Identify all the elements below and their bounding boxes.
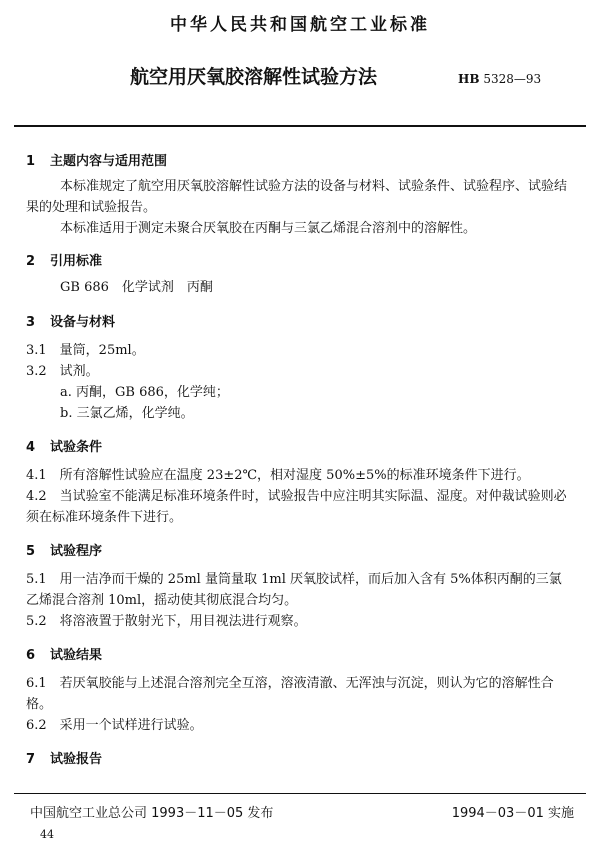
standard-category-title: 中华人民共和国航空工业标准 xyxy=(170,15,430,35)
standard-prefix: HB xyxy=(458,72,480,86)
section-number: 7 xyxy=(26,752,36,767)
section-6-heading xyxy=(26,644,102,663)
clause-5-1-line-2: 乙烯混合溶剂 10ml，摇动使其彻底混合均匀。 xyxy=(26,593,298,608)
footer-divider xyxy=(14,793,586,794)
section-number: 4 xyxy=(26,440,36,455)
clause-3-2: 3.2 试剂。 xyxy=(26,364,99,379)
clause-3-1: 3.1 量筒，25ml。 xyxy=(26,343,145,358)
reagent-a: a. 丙酮，GB 686，化学纯； xyxy=(60,385,229,400)
section-number: 6 xyxy=(26,648,36,663)
clause-4-2-line-1: 4.2 当试验室不能满足标准环境条件时，试验报告中应注明其实际温、湿度。对仲裁试验则必 xyxy=(26,489,567,504)
section-title: 设备与材料 xyxy=(50,315,116,330)
clause-6-1-line-1: 6.1 若厌氧胶能与上述混合溶剂完全互溶，溶液清澈、无浑浊与沉淀，则认为它的溶解性合 xyxy=(26,676,554,691)
section-title: 试验条件 xyxy=(50,440,103,455)
section-1-para-2: 本标准适用于测定未聚合厌氧胶在丙酮与三氯乙烯混合溶剂中的溶解性。 xyxy=(60,221,477,236)
header-divider xyxy=(14,125,586,127)
clause-6-1-line-2: 格。 xyxy=(26,697,53,712)
section-4-heading xyxy=(26,436,102,455)
section-3-heading xyxy=(26,311,115,330)
reagent-b: b. 三氯乙烯，化学纯。 xyxy=(60,406,194,421)
effective-date: 1994－03－01 实施 xyxy=(451,806,574,821)
section-1-para-1-line-1: 本标准规定了航空用厌氧胶溶解性试验方法的设备与材料、试验条件、试验程序、试验结 xyxy=(60,179,568,194)
clause-4-1: 4.1 所有溶解性试验应在温度 23±2℃，相对湿度 50%±5%的标准环境条件下进行。 xyxy=(26,468,530,483)
document-title: 航空用厌氧胶溶解性试验方法 xyxy=(130,66,378,88)
standard-number xyxy=(458,72,541,86)
clause-5-1-line-1: 5.1 用一洁净而干燥的 25ml 量筒量取 1ml 厌氧胶试样，而后加入含有 5%体积丙酮的三氯 xyxy=(26,572,562,587)
section-2-heading xyxy=(26,250,102,269)
section-1-heading xyxy=(26,150,167,169)
referenced-standard: GB 686 化学试剂 丙酮 xyxy=(60,280,213,295)
section-7-heading xyxy=(26,748,102,767)
section-title: 试验程序 xyxy=(50,544,103,559)
section-title: 试验报告 xyxy=(50,752,103,767)
clause-4-2-line-2: 须在标准环境条件下进行。 xyxy=(26,510,183,525)
section-number: 3 xyxy=(26,315,36,330)
section-title: 引用标准 xyxy=(50,254,103,269)
section-1-para-1-line-2: 果的处理和试验报告。 xyxy=(26,200,157,215)
clause-5-2: 5.2 将溶液置于散射光下，用目视法进行观察。 xyxy=(26,614,307,629)
section-number: 1 xyxy=(26,154,36,169)
page-number: 44 xyxy=(40,828,54,841)
section-number: 5 xyxy=(26,544,36,559)
issue-date: 中国航空工业总公司 1993－11－05 发布 xyxy=(30,806,274,821)
clause-6-2: 6.2 采用一个试样进行试验。 xyxy=(26,718,203,733)
standard-code: 5328—93 xyxy=(483,72,542,86)
section-5-heading xyxy=(26,540,102,559)
section-title: 主题内容与适用范围 xyxy=(50,154,168,169)
section-number: 2 xyxy=(26,254,36,269)
section-title: 试验结果 xyxy=(50,648,103,663)
